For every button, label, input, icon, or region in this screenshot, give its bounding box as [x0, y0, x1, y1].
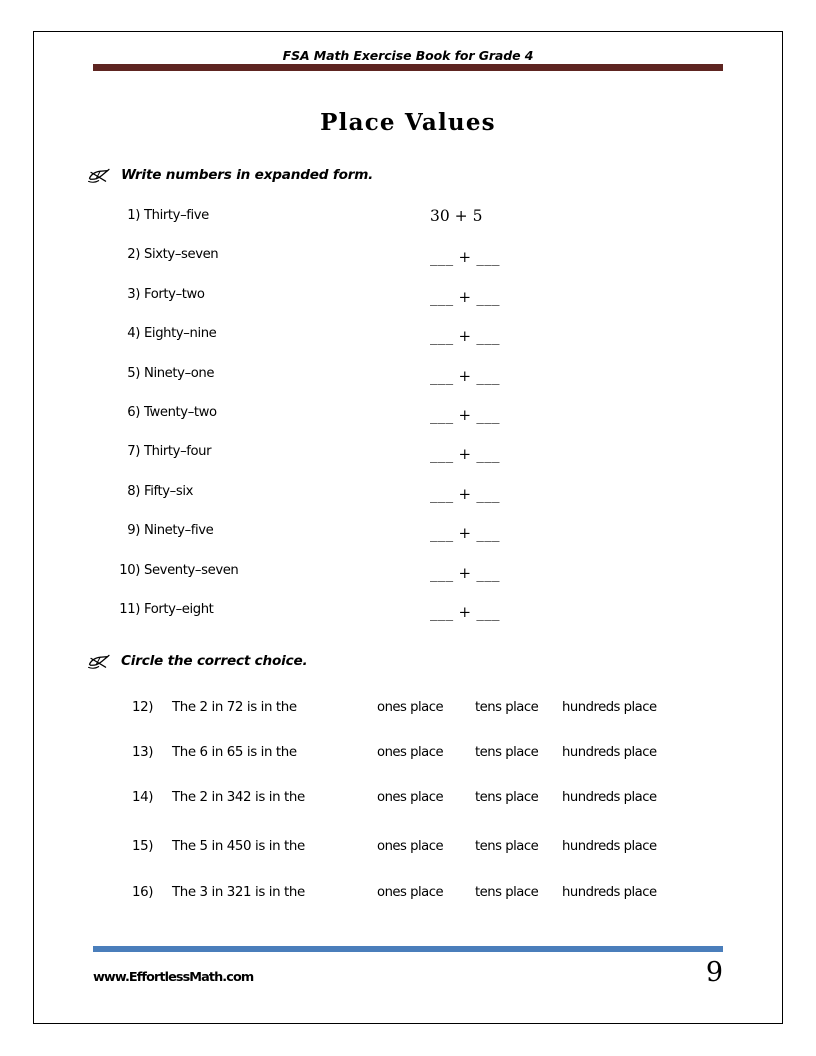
table-row: [132, 790, 702, 839]
choice-hundreds-place[interactable]: hundreds place: [562, 839, 657, 855]
footer-url[interactable]: www.EffortlessMath.com: [93, 970, 254, 985]
question-stem: The 2 in 72 is in the: [172, 700, 297, 715]
item-word: Eighty–nine: [144, 326, 217, 342]
item-word: Thirty–five: [144, 208, 209, 223]
item-word: Sixty–seven: [144, 247, 219, 263]
expanded-form-list: [113, 208, 673, 641]
list-item: [113, 602, 673, 641]
item-number: 4): [127, 326, 140, 342]
choice-hundreds-place[interactable]: hundreds place: [562, 884, 657, 900]
item-word: Forty–two: [144, 286, 205, 302]
running-head: FSA Math Exercise Book for Grade 4: [282, 48, 534, 63]
item-number: 5): [127, 365, 140, 381]
choice-ones-place[interactable]: ones place: [377, 839, 444, 855]
item-number: 16): [132, 884, 154, 900]
item-word: Twenty–two: [144, 404, 217, 420]
choice-ones-place[interactable]: ones place: [377, 790, 444, 806]
choice-tens-place[interactable]: tens place: [475, 884, 539, 900]
item-number: 11): [119, 601, 140, 617]
list-item: [113, 366, 673, 405]
choice-hundreds-place[interactable]: hundreds place: [562, 745, 657, 761]
list-item: [113, 405, 673, 444]
answer-blank[interactable]: ___ + ___: [430, 327, 500, 346]
item-number: 12): [132, 700, 154, 715]
item-answer: 30 + 5: [430, 207, 483, 225]
answer-blank[interactable]: ___ + ___: [430, 248, 500, 267]
question-stem: The 2 in 342 is in the: [172, 790, 305, 806]
item-number: 3): [127, 286, 140, 302]
item-word: Thirty–four: [144, 444, 212, 460]
item-number: 9): [127, 523, 140, 539]
header-rule: [93, 64, 723, 71]
answer-blank[interactable]: ___ + ___: [430, 524, 500, 543]
choice-ones-place[interactable]: ones place: [377, 700, 444, 715]
answer-blank[interactable]: ___ + ___: [430, 405, 500, 424]
item-number: 14): [132, 790, 154, 806]
item-number: 10): [119, 562, 140, 578]
page-title: Place Values: [320, 109, 496, 137]
list-item: [113, 484, 673, 523]
question-stem: The 6 in 65 is in the: [172, 745, 297, 761]
item-word: Seventy–seven: [144, 562, 239, 578]
answer-blank[interactable]: ___ + ___: [430, 602, 500, 621]
choice-hundreds-place[interactable]: hundreds place: [562, 700, 657, 715]
item-number: 13): [132, 745, 154, 761]
choice-tens-place[interactable]: tens place: [475, 700, 539, 715]
question-stem: The 3 in 321 is in the: [172, 884, 305, 900]
section-instruction-circle-choice: [88, 651, 307, 671]
answer-blank[interactable]: ___ + ___: [430, 445, 500, 464]
table-row: [132, 745, 702, 790]
answer-blank[interactable]: ___ + ___: [430, 366, 500, 385]
choice-ones-place[interactable]: ones place: [377, 745, 444, 761]
answer-blank[interactable]: ___ + ___: [430, 563, 500, 582]
list-item: [113, 247, 673, 286]
instruction-label: Circle the correct choice.: [121, 653, 308, 669]
item-number: 2): [127, 247, 140, 263]
section-instruction-expanded-form: [88, 165, 373, 185]
pen-nib-icon: [88, 651, 110, 671]
item-number: 6): [127, 404, 140, 420]
pen-nib-icon: [88, 165, 110, 185]
choice-tens-place[interactable]: tens place: [475, 745, 539, 761]
table-row: [132, 839, 702, 884]
item-number: 8): [127, 483, 140, 499]
choice-tens-place[interactable]: tens place: [475, 790, 539, 806]
list-item: [113, 444, 673, 483]
instruction-label: Write numbers in expanded form.: [121, 167, 374, 183]
item-number: 1): [127, 208, 140, 223]
item-number: 15): [132, 839, 154, 855]
item-word: Fifty–six: [144, 483, 194, 499]
table-row: [132, 700, 702, 745]
multiple-choice-list: [132, 700, 702, 930]
item-word: Ninety–five: [144, 523, 214, 539]
answer-blank[interactable]: ___ + ___: [430, 484, 500, 503]
table-row: [132, 885, 702, 930]
footer-rule: [93, 946, 723, 952]
question-stem: The 5 in 450 is in the: [172, 839, 305, 855]
list-item: [113, 326, 673, 365]
page-number: 9: [705, 957, 723, 988]
choice-ones-place[interactable]: ones place: [377, 884, 444, 900]
item-word: Ninety–one: [144, 365, 215, 381]
list-item: [113, 208, 673, 247]
item-word: Forty–eight: [144, 601, 214, 617]
list-item: [113, 523, 673, 562]
list-item: [113, 287, 673, 326]
answer-blank[interactable]: ___ + ___: [430, 287, 500, 306]
list-item: [113, 563, 673, 602]
item-number: 7): [127, 444, 140, 460]
choice-hundreds-place[interactable]: hundreds place: [562, 790, 657, 806]
choice-tens-place[interactable]: tens place: [475, 839, 539, 855]
